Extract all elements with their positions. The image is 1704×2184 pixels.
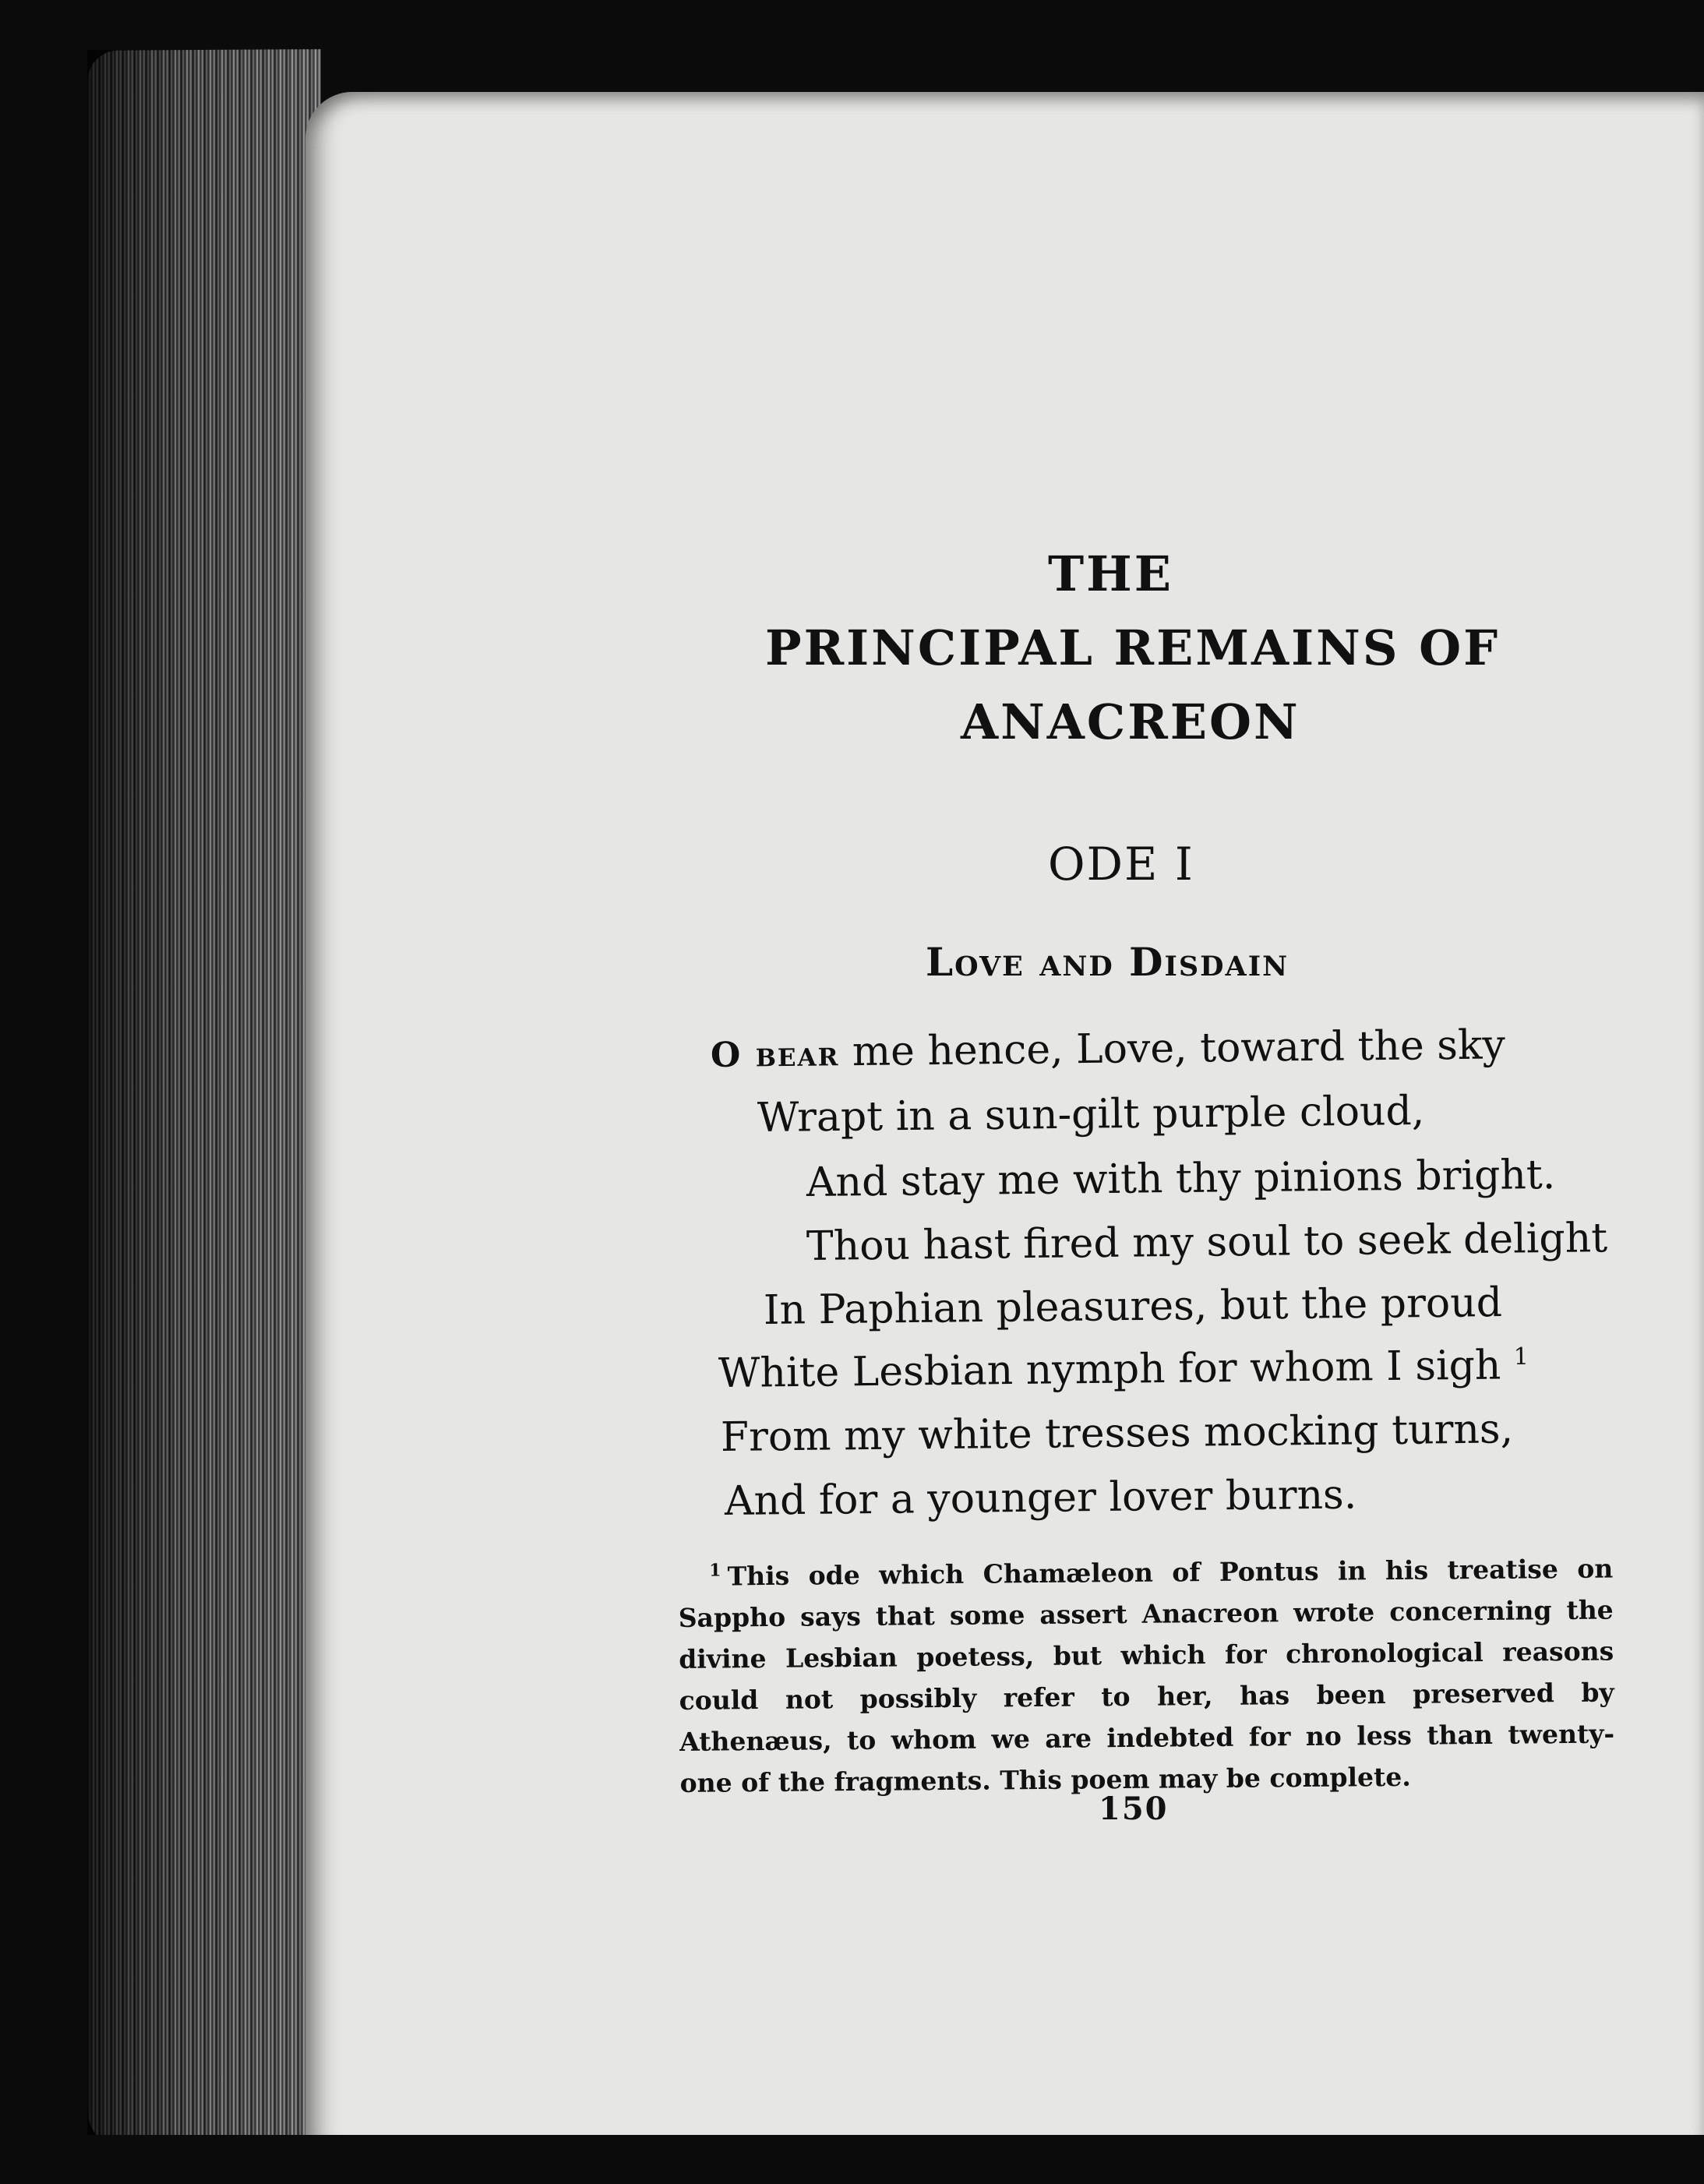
page-number: 150 [1099, 1791, 1169, 1827]
verse-line-3: And stay me with thy pinions bright. [806, 1151, 1556, 1206]
verse-line-6 [718, 1342, 1529, 1397]
footnote-line-1 [678, 1543, 1613, 1597]
footnote-line-5: Athenæus, to whom we are indebted for no less than twenty- [679, 1718, 1615, 1757]
footnote [678, 1543, 1615, 1804]
verse-line-7: From my white tresses mocking turns, [720, 1406, 1514, 1461]
footnote-reference: 1 [1513, 1343, 1529, 1371]
footnote-mark: 1 [709, 1560, 721, 1581]
ode-subtitle: Love and Disdain [926, 939, 1289, 985]
footnote-line-3: divine Lesbian poetess, but which for chronological reasons [679, 1635, 1614, 1674]
verse-line-1-rest: me hence, Love, toward the sky [838, 1021, 1506, 1076]
verse-line-1 [711, 1021, 1505, 1077]
title-line-1: THE [1048, 545, 1173, 602]
verse-line-6-text: White Lesbian nymph for whom I sigh [718, 1342, 1501, 1397]
verse-line-2: Wrapt in a sun-gilt purple cloud, [757, 1088, 1425, 1141]
title-line-2: PRINCIPAL REMAINS OF [765, 619, 1501, 676]
footnote-line-2: Sappho says that some assert Anacreon wrote concerning the [678, 1594, 1614, 1633]
verse-line-5: In Paphian pleasures, but the proud [763, 1279, 1503, 1334]
verse-line-1-lead: O bear [710, 1034, 840, 1075]
ode-heading: ODE I [1048, 838, 1194, 891]
title-line-3: ANACREON [961, 693, 1300, 750]
verse-line-4: Thou hast fired my soul to seek delight [806, 1215, 1608, 1270]
verse-line-8: And for a younger lover burns. [724, 1471, 1357, 1525]
footnote-line-1-text: This ode which Chamæleon of Pontus in his treatise on [727, 1553, 1614, 1592]
footnote-line-6: one of the fragments. This poem may be complete. [679, 1761, 1411, 1798]
footnote-line-4: could not possibly refer to her, has been preserved by [679, 1677, 1614, 1716]
